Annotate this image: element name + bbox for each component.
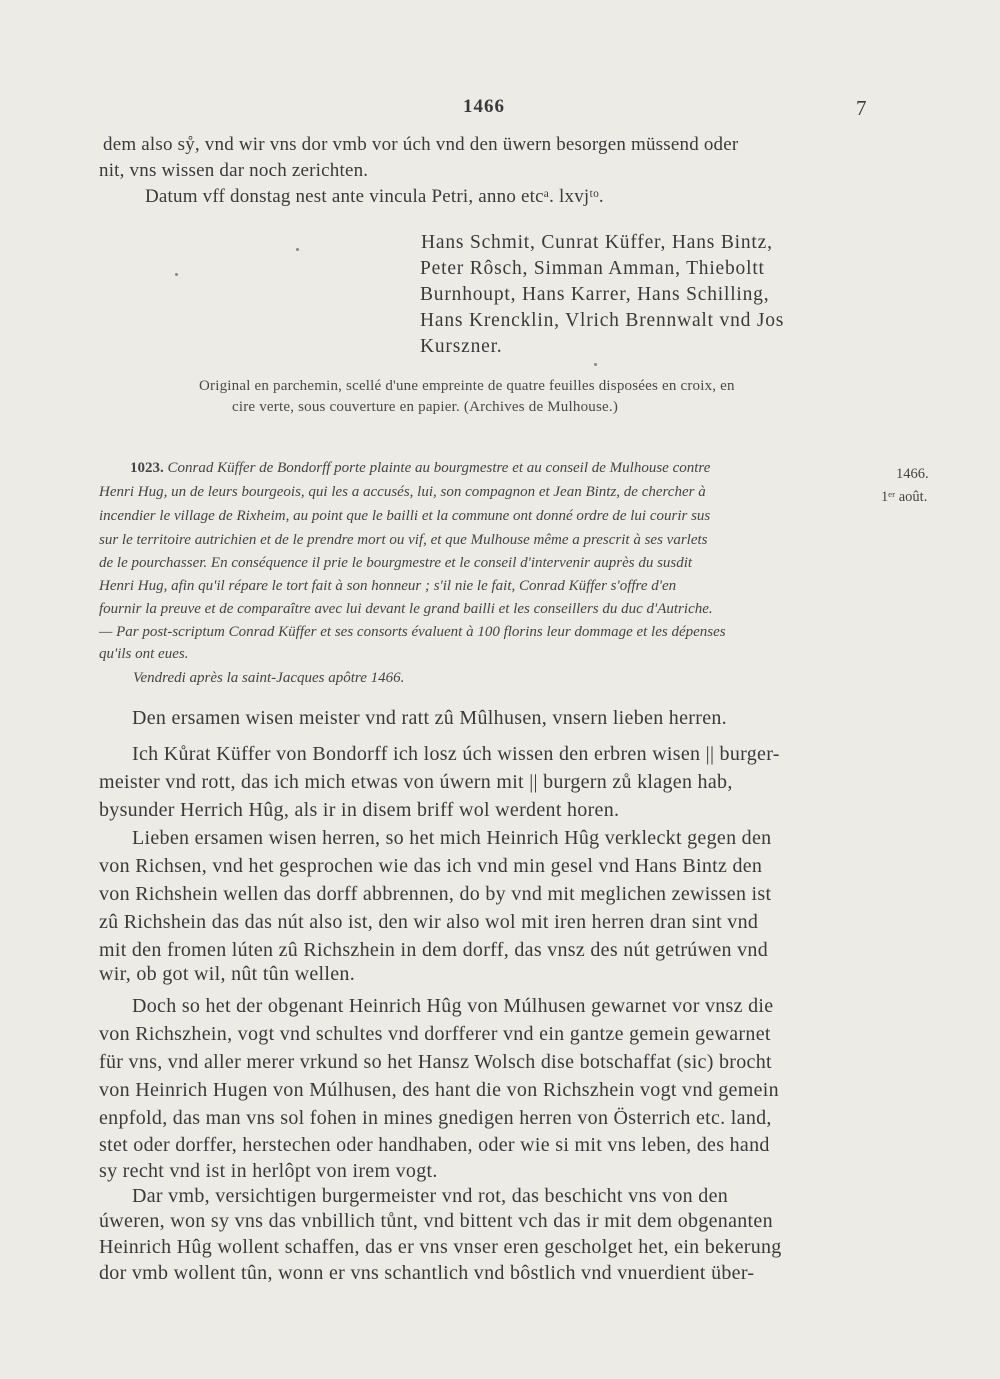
entry-summary-line: sur le territoire autrichien et de le prendre mort ou vif, et que Mulhouse même a prescrit à ses varlets [99,532,708,548]
letter-line: stet oder dorffer, herstechen oder handhaben, oder wie si mit vns leben, des hand [99,1134,770,1156]
margin-dot [296,248,299,251]
page-number: 7 [856,96,867,120]
signatory-line: Hans Schmit, Cunrat Küffer, Hans Bintz, [421,232,773,253]
letter-line: wir, ob got wil, nût tûn wellen. [99,963,355,985]
letter-line: Heinrich Hûg wollent schaffen, das er vns vnser eren gescholget het, ein bekerung [99,1236,782,1258]
entry-summary-line: fournir la preuve et de comparaître avec lui devant le grand bailli et les conseillers du duc d'Autriche. [99,601,713,617]
letter-address: Den ersamen wisen meister vnd ratt zû Mûlhusen, vnsern lieben herren. [132,707,727,729]
running-header-year: 1466 [463,96,505,117]
letter-line: Dar vmb, versichtigen burgermeister vnd rot, das beschicht vns von den [132,1185,729,1207]
letter-line: mit den fromen lúten zû Richszhein in dem dorff, das vnsz des nút getrúwen vnd [99,939,768,961]
letter-line: von Heinrich Hugen von Múlhusen, des hant die von Richszhein vogt vnd gemein [99,1079,779,1101]
signatory-line: Kurszner. [420,336,503,357]
letter-line: von Richsen, vnd het gesprochen wie das ich vnd min gesel vnd Hans Bintz den [99,855,763,877]
margin-date: 1ᵉʳ août. [881,489,928,505]
entry-summary-line: Henri Hug, afin qu'il répare le tort fait à son honneur ; s'il nie le fait, Conrad Küffer s'offre d'en [99,578,677,594]
signatory-line: Burnhoupt, Hans Karrer, Hans Schilling, [420,284,770,305]
letter-line: úweren, won sy vns das vnbillich tůnt, vnd bittent vch das ir mit dem obgenanten [99,1210,773,1232]
entry-summary-line: de le pourchasser. En conséquence il prie le bourgmestre et le conseil d'intervenir auprès du susdit [99,555,693,571]
entry-summary-line: — Par post-scriptum Conrad Küffer et ses consorts évaluent à 100 florins leur dommage et les dépenses [99,624,726,640]
entry-number: 1023. [130,460,164,476]
signatory-line: Hans Krencklin, Vlrich Brennwalt vnd Jos [420,310,785,331]
entry-summary-line: incendier le village de Rixheim, au point que le bailli et la commune ont donné ordre de lui courir sus [99,508,711,524]
letter-line: von Richshein wellen das dorff abbrennen, do by vnd mit meglichen zewissen ist [99,883,772,905]
entry-date-line: Vendredi après la saint-Jacques apôtre 1466. [133,670,405,686]
letter-line: zû Richshein das das nút also ist, den wir also wol mit iren herren dran sint vnd [99,911,759,933]
letter-line: Ich Kůrat Küffer von Bondorff ich losz úch wissen den erbren wisen || burger- [132,743,780,765]
letter-line: enpfold, das man vns sol fohen in mines gnedigen herren von Österrich etc. land, [99,1107,772,1129]
letter-line: für vns, vnd aller merer vrkund so het Hansz Wolsch dise botschaffat (sic) brocht [99,1051,772,1073]
letter-line: meister vnd rott, das ich mich etwas von úwern mit || burgern zů klagen hab, [99,771,733,793]
margin-dot [175,273,178,276]
entry-summary-line: qu'ils ont eues. [99,646,189,662]
margin-year: 1466. [896,466,929,482]
letter-line: dor vmb wollent tûn, wonn er vns schantlich vnd bôstlich vnd vnuerdient über- [99,1262,755,1284]
entry-summary-line: Henri Hug, un de leurs bourgeois, qui les a accusés, lui, son compagnon et Jean Bintz, de chercher à [99,484,706,500]
letter-line: sy recht vnd ist in herlôpt von irem vogt. [99,1160,438,1182]
text-line: dem also sẙ, vnd wir vns dor vmb vor úch vnd den üwern besorgen müssend oder [103,134,739,155]
dating-clause: Datum vff donstag nest ante vincula Petri, anno etcᵃ. lxvjᵗᵒ. [145,186,604,207]
margin-dot [594,363,597,366]
text-line: nit, vns wissen dar noch zerichten. [99,160,369,181]
letter-line: Doch so het der obgenant Heinrich Hûg von Múlhusen gewarnet vor vnsz die [132,995,774,1017]
letter-line: bysunder Herrich Hûg, als ir in disem briff wol werdent horen. [99,799,620,821]
entry-summary-text: Conrad Küffer de Bondorff porte plainte au bourgmestre et au conseil de Mulhouse contre [167,460,711,476]
entry-summary-line [130,460,710,477]
source-note-line: cire verte, sous couverture en papier. (Archives de Mulhouse.) [232,399,619,415]
letter-line: von Richszhein, vogt vnd schultes vnd dorfferer vnd ein gantze gemein gewarnet [99,1023,771,1045]
source-note-line: Original en parchemin, scellé d'une empreinte de quatre feuilles disposées en croix, en [199,378,735,394]
signatory-line: Peter Rôsch, Simman Amman, Thieboltt [420,258,765,279]
letter-line: Lieben ersamen wisen herren, so het mich Heinrich Hûg verkleckt gegen den [132,827,772,849]
